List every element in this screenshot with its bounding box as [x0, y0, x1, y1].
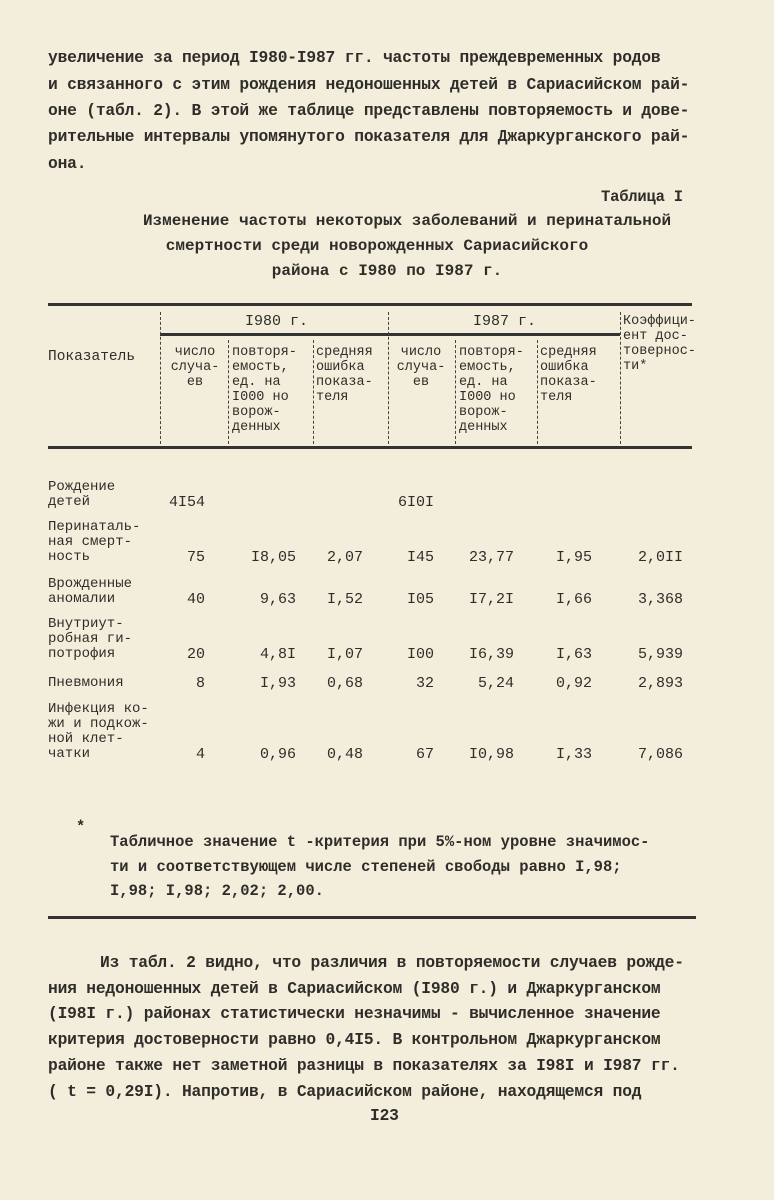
row-label: Инфекция ко- жи и подкож- ной клет- чатки	[48, 701, 149, 762]
top-rule	[48, 303, 692, 306]
text-line: она.	[48, 154, 87, 173]
header-rate-1980: повторя- емость, ед. на I000 но ворож- денных	[232, 345, 297, 435]
text-line: ( t = 0,29I). Напротив, в Сариасийском районе, находящемся под	[48, 1082, 642, 1101]
cell: I0,98	[468, 746, 514, 763]
column-divider	[228, 340, 229, 444]
cell: 32	[415, 675, 434, 692]
text-line: и связанного с этим рождения недоношенных детей в Сариасийском рай-	[48, 75, 690, 94]
header-cases-1987: число случа- ев	[396, 345, 446, 390]
title-line: смертности среди новорожденных Сариасийского	[165, 237, 589, 255]
cell: 5,24	[477, 675, 514, 692]
cell: I,07	[326, 646, 363, 663]
header-rate-1987: повторя- емость, ед. на I000 но ворож- денных	[459, 345, 524, 435]
table-row	[48, 577, 683, 607]
row-label: Врожденные аномалии	[48, 576, 133, 607]
cell: I00	[406, 646, 434, 663]
cell: 2,893	[637, 675, 683, 692]
title-line: Изменение частоты некоторых заболеваний и перинатальной	[142, 212, 672, 230]
title-line: района с I980 по I987 г.	[271, 262, 503, 280]
footnote-line: I,98; I,98; 2,02; 2,00.	[110, 882, 324, 900]
cell: 75	[186, 549, 205, 566]
text-line: (I98I г.) районах статистически незначимы - вычисленное значение	[48, 1004, 661, 1023]
cell: I8,05	[250, 549, 296, 566]
cell: 9,63	[259, 591, 296, 608]
cell: I,95	[555, 549, 592, 566]
table-row	[48, 702, 683, 762]
text-line: критерия достоверности равно 0,4I5. В контрольном Джаркурганском	[48, 1030, 661, 1049]
row-label: Рождение детей	[48, 479, 116, 510]
cell: 5,939	[637, 646, 683, 663]
header-bottom-rule	[48, 446, 692, 449]
cell: I,63	[555, 646, 592, 663]
cell: 4	[195, 746, 205, 763]
cell: 23,77	[468, 549, 514, 566]
cell: 7,086	[637, 746, 683, 763]
header-coefficient: Коэффици- ент дос- товерноc- ти*	[623, 314, 696, 374]
header-cases-1980: число случа- ев	[170, 345, 220, 390]
row-label: Внутриут- робная ги- потрофия	[48, 616, 133, 662]
cell: 2,0II	[637, 549, 683, 566]
column-divider	[160, 312, 161, 444]
table-row	[48, 617, 683, 662]
header-year-1980: I980 г.	[245, 313, 309, 330]
cell: I,93	[259, 675, 296, 692]
text-line: ния недоношенных детей в Сариасийском (I980 г.) и Джаркурганском	[48, 979, 661, 998]
row-label: Пневмония	[48, 675, 124, 691]
footnote-line: Табличное значение t -критерия при 5%-ном уровне значимос-	[110, 833, 650, 851]
cell: 0,48	[326, 746, 363, 763]
cell: 6I0I	[397, 494, 434, 511]
table-end-rule	[48, 916, 696, 919]
text-line: оне (табл. 2). В этой же таблице представлены повторяемость и дове-	[48, 101, 690, 120]
cell: I,52	[326, 591, 363, 608]
table-row	[48, 480, 683, 510]
header-error-1980: средняя ошибка показа- теля	[316, 345, 373, 405]
header-error-1987: средняя ошибка показа- теля	[540, 345, 597, 405]
column-divider	[620, 312, 621, 444]
column-divider	[455, 340, 456, 444]
text-line: увеличение за период I980-I987 гг. частоты преждевременных родов	[48, 48, 661, 67]
cell: I7,2I	[468, 591, 514, 608]
text-line: рительные интервалы упомянутого показателя для Джаркурганского рай-	[48, 127, 690, 146]
footnote-line: ти и соответствующем числе степеней свободы равно I,98;	[110, 858, 622, 876]
column-divider	[313, 340, 314, 444]
cell: 3,368	[637, 591, 683, 608]
text-line: районе также нет заметной разницы в показателях за I98I и I987 гг.	[48, 1056, 680, 1075]
cell: I6,39	[468, 646, 514, 663]
cell: 0,68	[326, 675, 363, 692]
column-divider	[388, 312, 389, 444]
cell: 2,07	[326, 549, 363, 566]
cell: 0,96	[259, 746, 296, 763]
cell: I,66	[555, 591, 592, 608]
header-indicator: Показатель	[48, 349, 136, 365]
cell: I,33	[555, 746, 592, 763]
page-number: I23	[370, 1106, 399, 1125]
cell: I45	[406, 549, 434, 566]
cell: 0,92	[555, 675, 592, 692]
table-row	[48, 520, 683, 565]
cell: I05	[406, 591, 434, 608]
cell: 8	[195, 675, 205, 692]
table-number: Таблица I	[601, 188, 683, 206]
cell: 20	[186, 646, 205, 663]
column-divider	[537, 340, 538, 444]
row-label: Перинаталь- ная смерт- ность	[48, 519, 141, 565]
cell: 4,8I	[259, 646, 296, 663]
cell: 4I54	[168, 494, 205, 511]
cell: 40	[186, 591, 205, 608]
text-line: Из табл. 2 видно, что различия в повторяемости случаев рожде-	[100, 953, 684, 972]
year-rule	[160, 333, 620, 336]
footnote-mark: *	[76, 818, 86, 836]
table-row	[48, 676, 683, 691]
cell: 67	[415, 746, 434, 763]
header-year-1987: I987 г.	[473, 313, 537, 330]
